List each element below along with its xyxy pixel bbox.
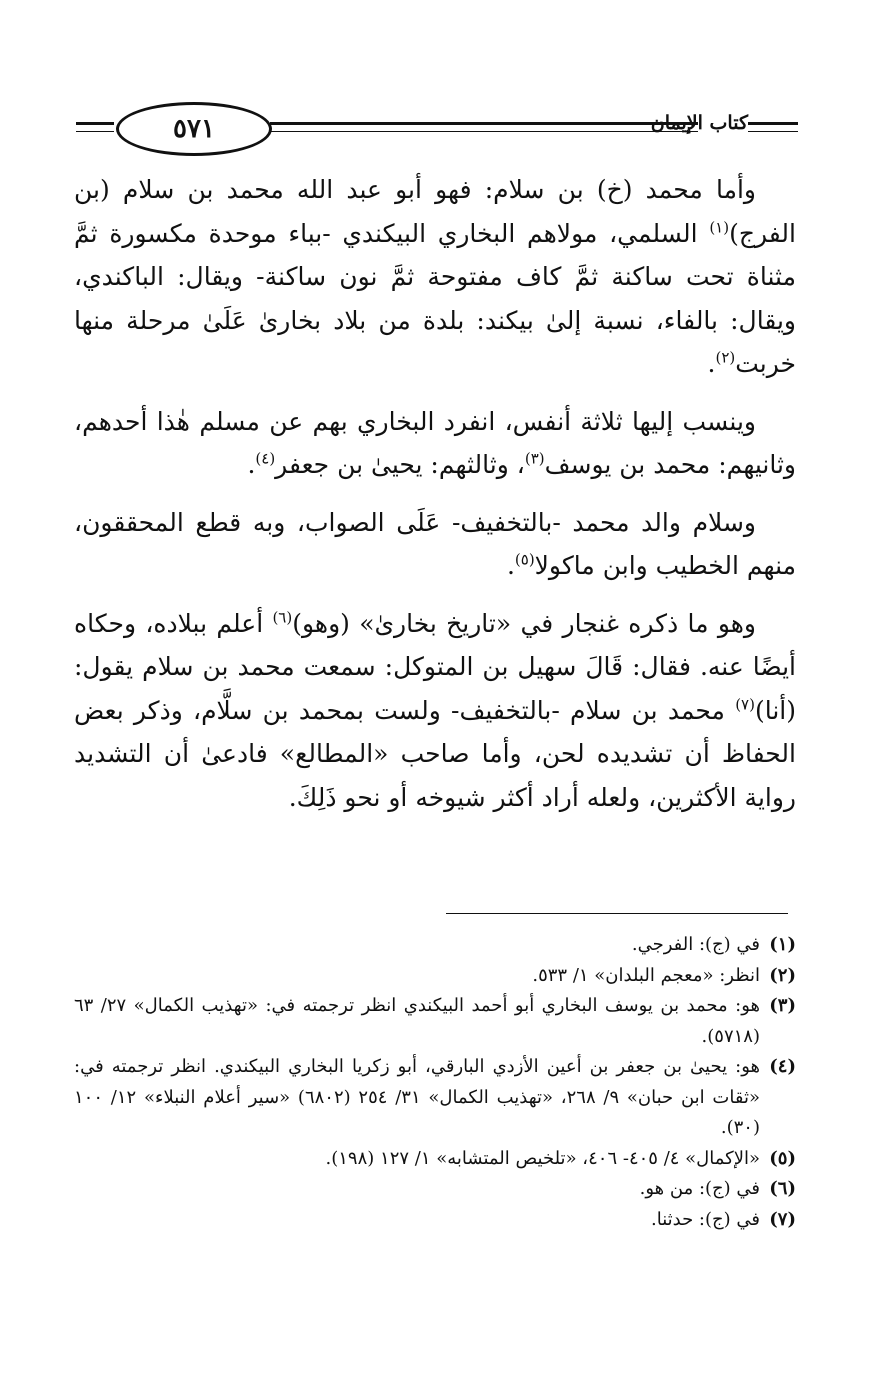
text-segment: وينسب إليها ثلاثة أنفس، انفرد البخاري بهم عن مسلم هٰذا أحدهم، وثانيهم: محمد بن يوسف: [74, 406, 796, 479]
footnote-marker[interactable]: (٣): [524, 449, 545, 468]
footnote-marker[interactable]: (٦): [272, 608, 293, 627]
footnote-text: في (ج): من هو.: [639, 1178, 760, 1199]
text-segment: ، وثالثهم: يحيىٰ بن جعفر: [275, 450, 525, 479]
text-segment: .: [506, 551, 515, 580]
footnote-marker[interactable]: (٧): [735, 695, 755, 714]
body-paragraph: [74, 602, 796, 820]
footnote-number: (٧): [769, 1208, 796, 1230]
text-segment: .: [247, 450, 256, 479]
body-paragraph: [74, 168, 796, 386]
header-rule-right: [748, 122, 798, 132]
footnote-marker[interactable]: (٢): [715, 348, 736, 367]
footnote-text: في (ج): حدثنا.: [650, 1208, 760, 1230]
footnote-text: في (ج): الفرجي.: [631, 934, 760, 955]
footnote-number: (١): [769, 934, 796, 955]
body-paragraph: [74, 400, 796, 487]
running-title: كتاب الإيمان: [650, 112, 748, 134]
header-rule-middle: [270, 122, 698, 132]
footnote-item: [74, 1144, 796, 1175]
footnote-item: [74, 961, 796, 992]
footnote-number: (٦): [769, 1178, 796, 1199]
footnote-item: [74, 1205, 796, 1236]
footnote-marker[interactable]: (٥): [514, 550, 535, 569]
footnote-number: (٤): [769, 1056, 796, 1077]
footnote-separator: [446, 913, 788, 914]
footnote-number: (٥): [769, 1147, 796, 1169]
text-segment: وأما محمد (خ) بن سلام: فهو أبو عبد الله محمد بن سلام (بن الفرج): [74, 175, 796, 248]
text-segment: وسلام والد محمد -بالتخفيف- عَلَى الصواب، وبه قطع المحققون، منهم الخطيب وابن ماكولا: [74, 507, 796, 580]
page-header: [76, 100, 798, 160]
footnotes-list: [74, 930, 796, 1235]
footnote-text: هو: محمد بن يوسف البخاري أبو أحمد البيكندي انظر ترجمته في: «تهذيب الكمال» ٢٧/ ٦٣ (٥٧١٨).: [74, 995, 760, 1047]
page-number: ٥٧١: [116, 102, 272, 156]
header-rule-left: [76, 122, 114, 132]
footnote-number: (٣): [769, 995, 796, 1016]
footnote-marker[interactable]: (١): [709, 218, 730, 237]
footnote-item: [74, 991, 796, 1052]
text-segment: أعلم ببلاده، وحكاه أيضًا عنه. فقال: قَالَ سهيل بن المتوكل: سمعت محمد بن سلام يقول: (أنا): [74, 608, 796, 725]
main-text: [74, 168, 796, 833]
footnote-item: [74, 930, 796, 961]
footnote-number: (٢): [769, 964, 796, 986]
footnote-text: انظر: «معجم البلدان» ١/ ٥٣٣.: [532, 964, 760, 986]
footnote-item: [74, 1174, 796, 1205]
text-segment: محمد بن سلام -بالتخفيف- ولست بمحمد بن سلَّام، وذكر بعض الحفاظ أن تشديده لحن، وأما صاحب «المطالع» فادعىٰ أن التشديد رواية الأكثرين، ولعله أراد أكثر شيوخه أو نحو ذَلِكَ.: [74, 695, 796, 812]
text-segment: .: [707, 349, 716, 378]
footnote-marker[interactable]: (٤): [255, 449, 276, 468]
text-segment: وهو ما ذكره غنجار في «تاريخ بخارىٰ» (وهو): [292, 608, 756, 638]
footnote-item: [74, 1052, 796, 1144]
text-segment: السلمي، مولاهم البخاري البيكندي -بباء موحدة مكسورة ثمَّ مثناة تحت ساكنة ثمَّ كاف مفتوحة ثمَّ نون ساكنة- ويقال: الباكندي، ويقال: بالفاء، نسبة إلىٰ بيكند: بلدة من بلاد بخارىٰ عَلَىٰ مرحلة منها خربت: [74, 218, 796, 378]
footnote-text: «الإكمال» ٤/ ٤٠٥- ٤٠٦، «تلخيص المتشابه» ١/ ١٢٧ (١٩٨).: [325, 1147, 760, 1169]
body-paragraph: [74, 501, 796, 588]
footnote-text: هو: يحيىٰ بن جعفر بن أعين الأزدي البارقي، أبو زكريا البخاري البيكندي. انظر ترجمته في: «ثقات ابن حبان» ٩/ ٢٦٨، «تهذيب الكمال» ٣١/ ٢٥٤ (٦٨٠٢) «سير أعلام النبلاء» ١٢/ ١٠٠ (٣٠).: [74, 1056, 760, 1138]
